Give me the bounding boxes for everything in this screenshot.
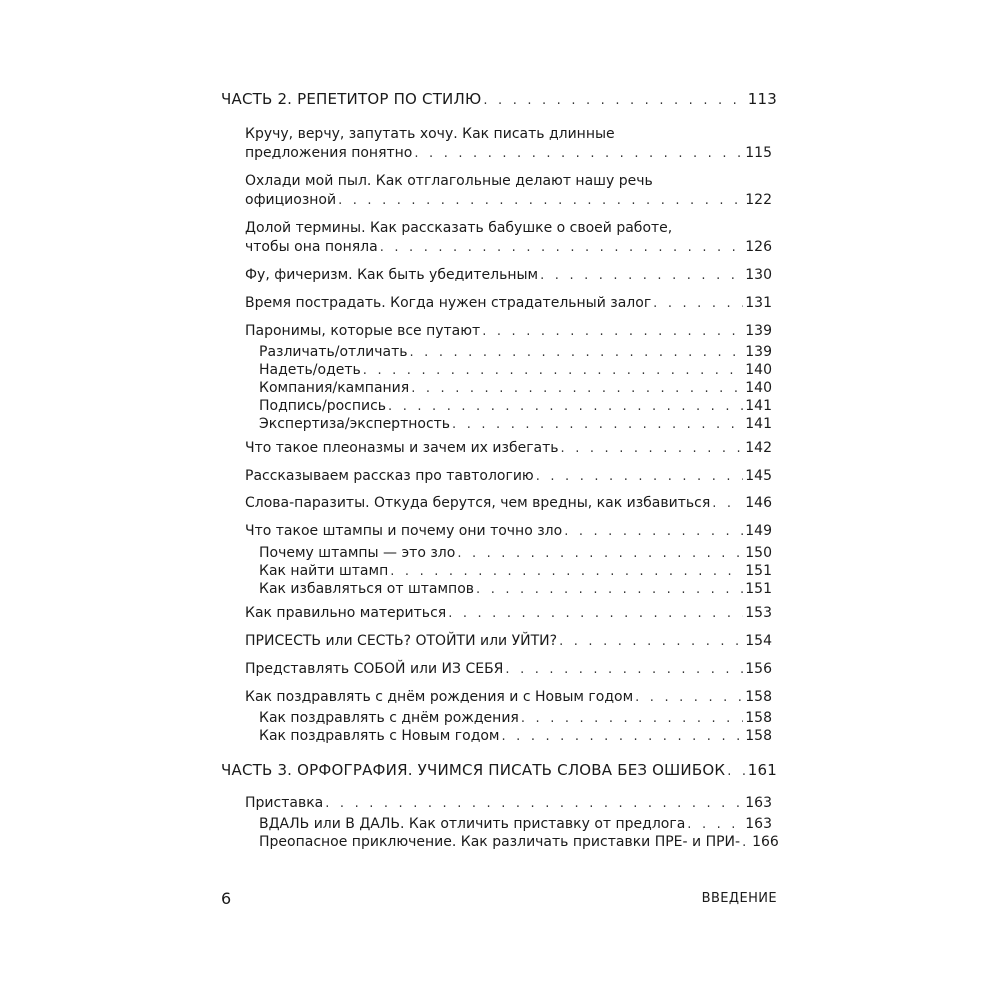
leader-dots (476, 581, 743, 599)
toc-entry (245, 294, 772, 313)
leader-dots (482, 323, 743, 341)
toc-subentry-title: Подпись/роспись (259, 398, 387, 414)
toc-page-number: 142 (745, 440, 772, 456)
leader-dots (483, 92, 745, 110)
leader-dots (536, 468, 744, 486)
toc-entry-line1 (245, 219, 772, 237)
toc-entry (245, 322, 772, 341)
toc-subentry-title: Различать/отличать (259, 344, 408, 360)
toc-entry-title: Время пострадать. Когда нужен страдательный залог (245, 295, 652, 311)
toc-entry-title: официозной (245, 192, 337, 208)
toc-page-number: 151 (745, 581, 772, 597)
leader-dots (390, 563, 743, 581)
toc-entry (245, 794, 772, 813)
leader-dots (635, 689, 743, 707)
toc-subentry (259, 544, 772, 563)
toc-entry-title: Рассказываем рассказ про тавтологию (245, 468, 534, 484)
toc-entry (245, 688, 772, 707)
toc-entry-title: предложения понятно (245, 145, 413, 161)
toc-entry-title: Паронимы, которые все путают (245, 323, 481, 339)
toc-page-number: 154 (745, 633, 772, 649)
toc-page-number: 141 (745, 398, 772, 414)
leader-dots (505, 661, 743, 679)
toc-subentry-title: Надеть/одеть (259, 362, 361, 378)
toc-entry (245, 467, 772, 486)
toc-entry-title: ПРИСЕСТЬ или СЕСТЬ? ОТОЙТИ или УЙТИ? (245, 633, 558, 649)
page-number: 6 (221, 889, 232, 908)
toc-subentry (259, 709, 772, 728)
toc-page-number: 130 (745, 267, 772, 283)
toc-entry-title: Фу, фичеризм. Как быть убедительным (245, 267, 539, 283)
toc-page-number: 150 (745, 545, 772, 561)
toc-subentry (259, 727, 772, 746)
toc-subentry (259, 343, 772, 362)
toc-entry (245, 439, 772, 458)
toc-part-heading (221, 90, 777, 110)
toc-subentry-title: Преопасное приключение. Как различать приставки ПРЕ- и ПРИ- (259, 834, 741, 850)
leader-dots (727, 763, 746, 781)
toc-entry-title: Приставка (245, 795, 324, 811)
toc-entry (245, 522, 772, 541)
toc-subentry (259, 379, 772, 398)
leader-dots (502, 728, 744, 746)
toc-entry-title: Как правильно материться (245, 605, 447, 621)
toc-entry (245, 632, 772, 651)
toc-subentry (259, 815, 772, 834)
toc-page-number: 151 (745, 563, 772, 579)
leader-dots (559, 633, 743, 651)
toc-page-number: 126 (745, 239, 772, 255)
toc-page-number: 163 (745, 795, 772, 811)
toc-part-title: ЧАСТЬ 2. РЕПЕТИТОР ПО СТИЛЮ (221, 90, 482, 108)
toc-page-number: 139 (745, 344, 772, 360)
toc-subentry (259, 415, 772, 434)
toc-subentry-title: Как найти штамп (259, 563, 389, 579)
toc-entry-title: Что такое штампы и почему они точно зло (245, 523, 563, 539)
toc-entry-title: Представлять СОБОЙ или ИЗ СЕБЯ (245, 661, 504, 677)
leader-dots (540, 267, 743, 285)
toc-subentry-title: Почему штампы — это зло (259, 545, 456, 561)
leader-dots (388, 398, 743, 416)
toc-part-title: ЧАСТЬ 3. ОРФОГРАФИЯ. УЧИМСЯ ПИСАТЬ СЛОВА БЕЗ ОШИБОК (221, 761, 726, 779)
toc-subentry (259, 562, 772, 581)
leader-dots (363, 362, 743, 380)
toc-page-number: 145 (745, 468, 772, 484)
toc-page-number: 131 (745, 295, 772, 311)
leader-dots (457, 545, 743, 563)
toc-entry-title: Кручу, верчу, запутать хочу. Как писать длинные (245, 126, 615, 142)
toc-page-number: 158 (745, 710, 772, 726)
toc-subentry (259, 833, 779, 852)
leader-dots (325, 795, 743, 813)
toc-entry-title: чтобы она поняла (245, 239, 378, 255)
toc-page-number: 156 (745, 661, 772, 677)
toc-page-number: 146 (745, 495, 772, 511)
toc-entry (245, 494, 772, 513)
leader-dots (380, 239, 744, 257)
leader-dots (338, 192, 743, 210)
toc-page-number: 158 (745, 728, 772, 744)
toc-entry-line1 (245, 172, 772, 190)
leader-dots (448, 605, 743, 623)
toc-entry-title: Долой термины. Как рассказать бабушке о своей работе, (245, 220, 673, 236)
toc-page-number: 141 (745, 416, 772, 432)
leader-dots (687, 816, 743, 834)
toc-entry-title: Что такое плеоназмы и зачем их избегать (245, 440, 559, 456)
toc-page-number: 113 (747, 90, 777, 108)
toc-page-number: 140 (745, 380, 772, 396)
toc-entry-title: Как поздравлять с днём рождения и с Новым годом (245, 689, 634, 705)
toc-entry (245, 604, 772, 623)
toc-page-number: 158 (745, 689, 772, 705)
running-head: ВВЕДЕНИЕ (701, 891, 777, 906)
leader-dots (561, 440, 744, 458)
toc-entry (245, 660, 772, 679)
toc-subentry-title: Компания/кампания (259, 380, 410, 396)
toc-subentry-title: Как избавляться от штампов (259, 581, 475, 597)
toc-entry-title: Охлади мой пыл. Как отглагольные делают нашу речь (245, 173, 653, 189)
toc-subentry (259, 580, 772, 599)
toc-page-number: 153 (745, 605, 772, 621)
leader-dots (564, 523, 743, 541)
toc-subentry-title: Экспертиза/экспертность (259, 416, 451, 432)
toc-subentry-title: Как поздравлять с днём рождения (259, 710, 519, 726)
leader-dots (410, 344, 744, 362)
toc-page-number: 139 (745, 323, 772, 339)
leader-dots (712, 495, 743, 513)
leader-dots (411, 380, 743, 398)
toc-entry-line2 (245, 144, 772, 163)
toc-page-number: 149 (745, 523, 772, 539)
toc-page-number: 115 (745, 145, 772, 161)
toc-entry (245, 266, 772, 285)
leader-dots (653, 295, 743, 313)
toc-page-number: 140 (745, 362, 772, 378)
toc-entry-line2 (245, 238, 772, 257)
toc-subentry (259, 397, 772, 416)
toc-page-number: 163 (745, 816, 772, 832)
leader-dots (414, 145, 743, 163)
toc-entry-title: Слова-паразиты. Откуда берутся, чем вредны, как избавиться (245, 495, 711, 511)
toc-entry-line2 (245, 191, 772, 210)
toc-entry-line1 (245, 125, 772, 143)
leader-dots (742, 834, 750, 852)
toc-subentry (259, 361, 772, 380)
leader-dots (452, 416, 743, 434)
leader-dots (521, 710, 743, 728)
toc-subentry-title: Как поздравлять с Новым годом (259, 728, 500, 744)
toc-page-number: 166 (752, 834, 779, 850)
toc-page-number: 122 (745, 192, 772, 208)
toc-part-heading (221, 761, 777, 781)
toc-page-number: 161 (747, 761, 777, 779)
toc-subentry-title: ВДАЛЬ или В ДАЛЬ. Как отличить приставку от предлога (259, 816, 686, 832)
